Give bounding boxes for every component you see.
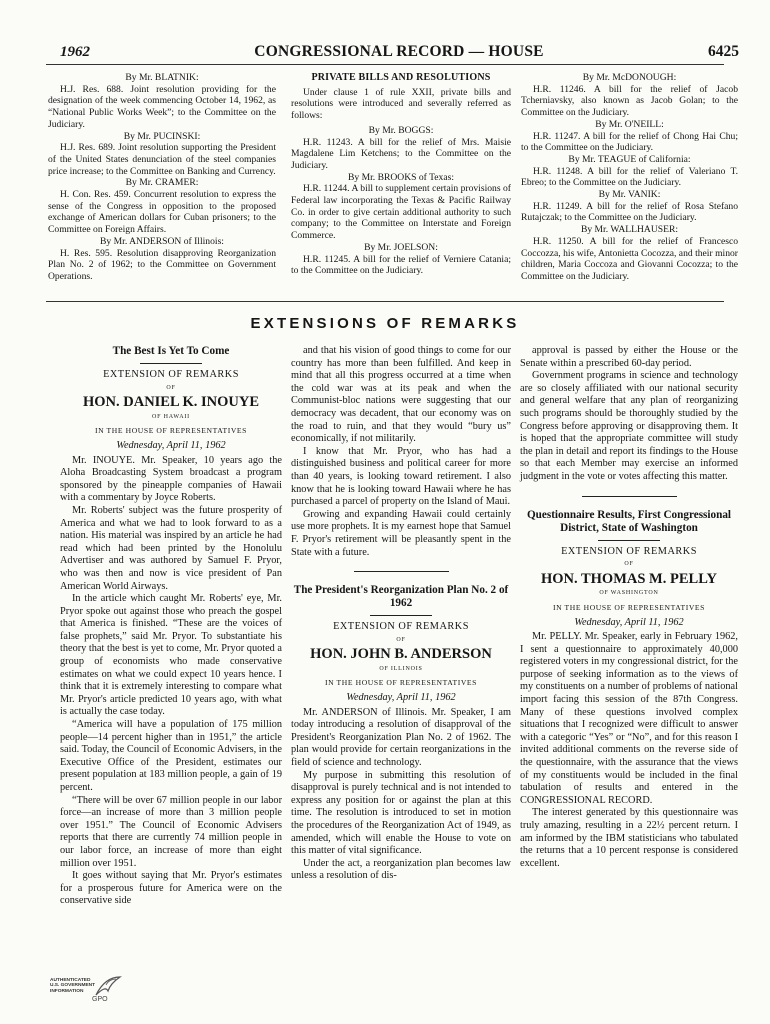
member-state: OF WASHINGTON <box>599 590 659 597</box>
article-title: The Best Is Yet To Come <box>112 345 230 357</box>
extensions-of-remarks-title: EXTENSIONS OF REMARKS <box>250 315 520 332</box>
body-paragraph: Under the act, a reorganization plan becomes law unless a resolution of dis- <box>291 857 511 882</box>
gpo-authentication-logo <box>50 975 122 1015</box>
section-rule <box>46 301 724 302</box>
remarks-date: Wednesday, April 11, 1962 <box>116 439 226 451</box>
middle-column <box>291 345 511 883</box>
bill-entry: H.R. 11245. A bill for the relief of Verniere Catania; to the Committee on the Judiciary. <box>291 253 511 277</box>
member-state: OF ILLINOIS <box>379 665 423 672</box>
header-rule <box>46 64 724 65</box>
chamber-label: IN THE HOUSE OF REPRESENTATIVES <box>552 602 705 612</box>
sponsor-line: By Mr. O'NEILL: <box>595 118 664 130</box>
remarks-date: Wednesday, April 11, 1962 <box>574 616 684 628</box>
member-name: HON. DANIEL K. INOUYE <box>82 394 260 411</box>
body-paragraph: Mr. Roberts' subject was the future prosperity of America and what we had to look forward to as a nation. His material was inspired by an article he had read which had been printed by the Honolulu Advertiser and was authored by Samuel F. Pryor, who was then and now is vice president of Pan American World Airways. <box>60 504 282 592</box>
body-paragraph: The interest generated by this questionnaire was truly amazing, resulting in a 22½ percent return. I am informed by the IBM statisticians who tabulated the returns that a 10 percent response is considered excellent. <box>520 807 738 869</box>
member-name: HON. JOHN B. ANDERSON <box>310 646 492 663</box>
sponsor-line: By Mr. BOGGS: <box>368 124 434 136</box>
bill-entry: H.R. 11249. A bill for the relief of Rosa Stefano Rutajczak; to the Committee on the Judiciary. <box>521 200 738 224</box>
body-paragraph: I know that Mr. Pryor, who has had a distinguished business and political career for more than 40 years, is looking toward retirement. I also know that he is looking toward Hawaii where he has purchased a parcel of property on the Island of Maui. <box>291 445 511 508</box>
header-publication: CONGRESSIONAL RECORD — HOUSE <box>254 43 544 60</box>
body-paragraph: “America will have a population of 175 million people—14 percent higher than in 1951,” the article said. Today, the Council of Economic Advisers, in the Executive Office of the President, estimates our present population at 183 million people, a gain of 19 percent. <box>60 719 282 793</box>
sponsor-line: By Mr. VANIK: <box>598 189 661 201</box>
bill-entry: H.R. 11244. A bill to supplement certain provisions of Federal law incorporating the Texas & Pacific Railway Co. in order to give certain additional authority to such company; to the Committee on Interstate and Foreign Commerce. <box>291 183 511 242</box>
running-header <box>60 43 739 61</box>
body-paragraph: In the article which caught Mr. Roberts' eye, Mr. Pryor spoke out against those who preach the gospel that America is finished. “These are the voices of false prophets,” said Mr. Pryor. To substantiate his theory that the best is yet to come, Mr. Pryor quoted a group of economists who made conservative estimates on what we could expect 10 years hence. I think that it is extremely interesting to compare what Mr. Pryor's article predicted 10 years ago, with what is actually the case today. <box>60 593 282 718</box>
body-paragraph: and that his vision of good things to come for our country has more than been fulfilled. And keep in mind that all this progress occurred at a time when the cold war was at its peak and when the Communist-bloc nations were suggesting that our democracy was decadent, that our economy was on the road to ruin, and that they would “bury us” economically, if not militarily. <box>291 345 511 445</box>
bill-entry: H.J. Res. 689. Joint resolution supporting the President of the United States denunciation of the steel companies price increase; to the Committee on Banking and Currency. <box>48 142 276 177</box>
bills-column-1 <box>48 72 276 283</box>
gpo-logo-text: AUTHENTICATED U.S. GOVERNMENT INFORMATION <box>50 978 96 994</box>
chamber-label: IN THE HOUSE OF REPRESENTATIVES <box>324 678 477 688</box>
sponsor-line: By Mr. BLATNIK: <box>125 72 199 83</box>
sponsor-line: By Mr. WALLHAUSER: <box>580 224 679 236</box>
bill-entry: H.J. Res. 688. Joint resolution providing for the designation of the week commencing October 14, 1962, as “National Public Works Week”; to the Committee on the Judiciary. <box>48 83 276 130</box>
article-title: The President's Reorganization Plan No. 2 of 1962 <box>293 584 509 610</box>
bill-entry: H.R. 11243. A bill for the relief of Mrs. Maisie Magdalene Lim Ketchens; to the Committee on the Judiciary. <box>291 136 511 171</box>
chamber-label: IN THE HOUSE OF REPRESENTATIVES <box>94 426 247 436</box>
gpo-mark: GPO <box>92 996 108 1003</box>
header-year: 1962 <box>60 44 90 60</box>
of-label: OF <box>166 384 176 391</box>
article-divider <box>582 496 677 497</box>
extension-label: EXTENSION OF REMARKS <box>103 369 239 380</box>
sponsor-line: By Mr. McDONOUGH: <box>582 72 677 83</box>
sponsor-line: By Mr. BROOKS of Texas: <box>347 171 455 183</box>
bill-entry: H.R. 11247. A bill for the relief of Chong Hai Chu; to the Committee on the Judiciary. <box>521 130 738 154</box>
right-column <box>520 345 738 870</box>
bills-column-2 <box>291 72 511 277</box>
private-bills-heading: PRIVATE BILLS AND RESOLUTIONS <box>311 72 491 83</box>
body-paragraph: Growing and expanding Hawaii could certainly use more prophets. It is my earnest hope that Samuel F. Pryor's retirement will be pleasantly spent in the State with a future. <box>291 508 511 558</box>
article-divider <box>354 571 449 572</box>
sponsor-line: By Mr. JOELSON: <box>364 241 438 253</box>
sponsor-line: By Mr. PUCINSKI: <box>123 130 201 142</box>
of-label: OF <box>624 561 634 568</box>
body-paragraph: My purpose in submitting this resolution of disapproval is purely technical and is not intended to express any position for or against the plan at this time. The resolution is introduced to set in motion the procedures of the Reorganization Act of 1949, as amended, which will enable the House to vote on this matter of vital significance. <box>291 769 511 857</box>
body-paragraph: approval is passed by either the House or the Senate within a prescribed 60-day period. <box>520 345 738 369</box>
article-best-is-yet-to-come <box>60 345 282 908</box>
body-paragraph: It goes without saying that Mr. Pryor's estimates for a prosperous future for America were on the conservative side <box>60 870 282 907</box>
body-paragraph: Government programs in science and technology are so closely affiliated with our national security and general welfare that any plan of reorganizing such programs should be thoroughly studied by the Congress before approving or disapproving them. It is hoped that the appropriate committee will study the plan in detail and report its findings to the House so that each Member may exercise an informed judgment in the vote or votes affecting this matter. <box>520 370 738 482</box>
bill-entry: H. Res. 595. Resolution disapproving Reorganization Plan No. 2 of 1962; to the Committee on Government Operations. <box>48 247 276 282</box>
of-label: OF <box>396 636 406 643</box>
bill-entry: H.R. 11250. A bill for the relief of Francesco Coccozza, his wife, Antonietta Cocozza, and their minor children, Maria Coccoza and Giovanni Cocozza; to the Committee on the Judiciary. <box>521 235 738 282</box>
extension-label: EXTENSION OF REMARKS <box>333 621 469 633</box>
extension-label: EXTENSION OF REMARKS <box>561 545 697 557</box>
body-paragraph: Mr. PELLY. Mr. Speaker, early in February 1962, I sent a questionnaire to approximately 40,000 registered voters in my congressional district, for the purpose of seeking information as to the views of my constituents on a number of problems of national import facing this session of the 87th Congress. Many of these questions involved complex situations that I recognized were difficult to answer with a categoric “Yes” or “No”, and for this reason I invited additional comments on the reverse side of the questionnaire, with the assurance that the views of my constituents would be included in the final tabulation of results and entered in the CONGRESSIONAL RECORD. <box>520 631 738 806</box>
sponsor-line: By Mr. ANDERSON of Illinois: <box>100 235 224 247</box>
sponsor-line: By Mr. CRAMER: <box>125 177 199 189</box>
bill-entry: Under clause 1 of rule XXII, private bills and resolutions were introduced and severally referred as follows: <box>291 86 511 122</box>
member-name: HON. THOMAS M. PELLY <box>540 570 718 587</box>
title-divider <box>370 615 432 616</box>
article-title: Questionnaire Results, First Congressional District, State of Washington <box>526 508 732 534</box>
bill-entry: H.R. 11246. A bill for the relief of Jacob Tcherniavsky, also known as Jacob Golan; to the Committee on the Judiciary. <box>521 83 738 119</box>
body-paragraph: Mr. INOUYE. Mr. Speaker, 10 years ago the Aloha Broadcasting System broadcast a program sponsored by the pineapple companies of Hawaii with a commentary by Joyce Roberts. <box>60 454 282 504</box>
bills-column-3 <box>521 72 738 283</box>
header-page-number: 6425 <box>708 43 739 60</box>
title-divider <box>140 363 202 364</box>
bill-entry: H.R. 11248. A bill for the relief of Valeriano T. Ebreo; to the Committee on the Judiciary. <box>521 165 738 189</box>
member-state: OF HAWAII <box>152 413 190 420</box>
bill-entry: H. Con. Res. 459. Concurrent resolution to express the sense of the Congress in opposition to the proposed exchange of American dollars for Cuban prisoners; to the Committee on Foreign Affairs. <box>48 189 276 236</box>
sponsor-line: By Mr. TEAGUE of California: <box>568 153 691 165</box>
body-paragraph: “There will be over 67 million people in our labor force—an increase of more than 3 million people over 1951.” The Council of Economic Advisers reports that there are currently 74 million people in our labor force, an increase of more than eight million over 1951. <box>60 794 282 869</box>
body-paragraph: Mr. ANDERSON of Illinois. Mr. Speaker, I am today introducing a resolution of disapproval of the President's Reorganization Plan No. 2 of 1962. The plan would provide for certain reorganizations in the field of science and technology. <box>291 706 511 769</box>
remarks-date: Wednesday, April 11, 1962 <box>346 692 456 704</box>
title-divider <box>598 540 660 541</box>
